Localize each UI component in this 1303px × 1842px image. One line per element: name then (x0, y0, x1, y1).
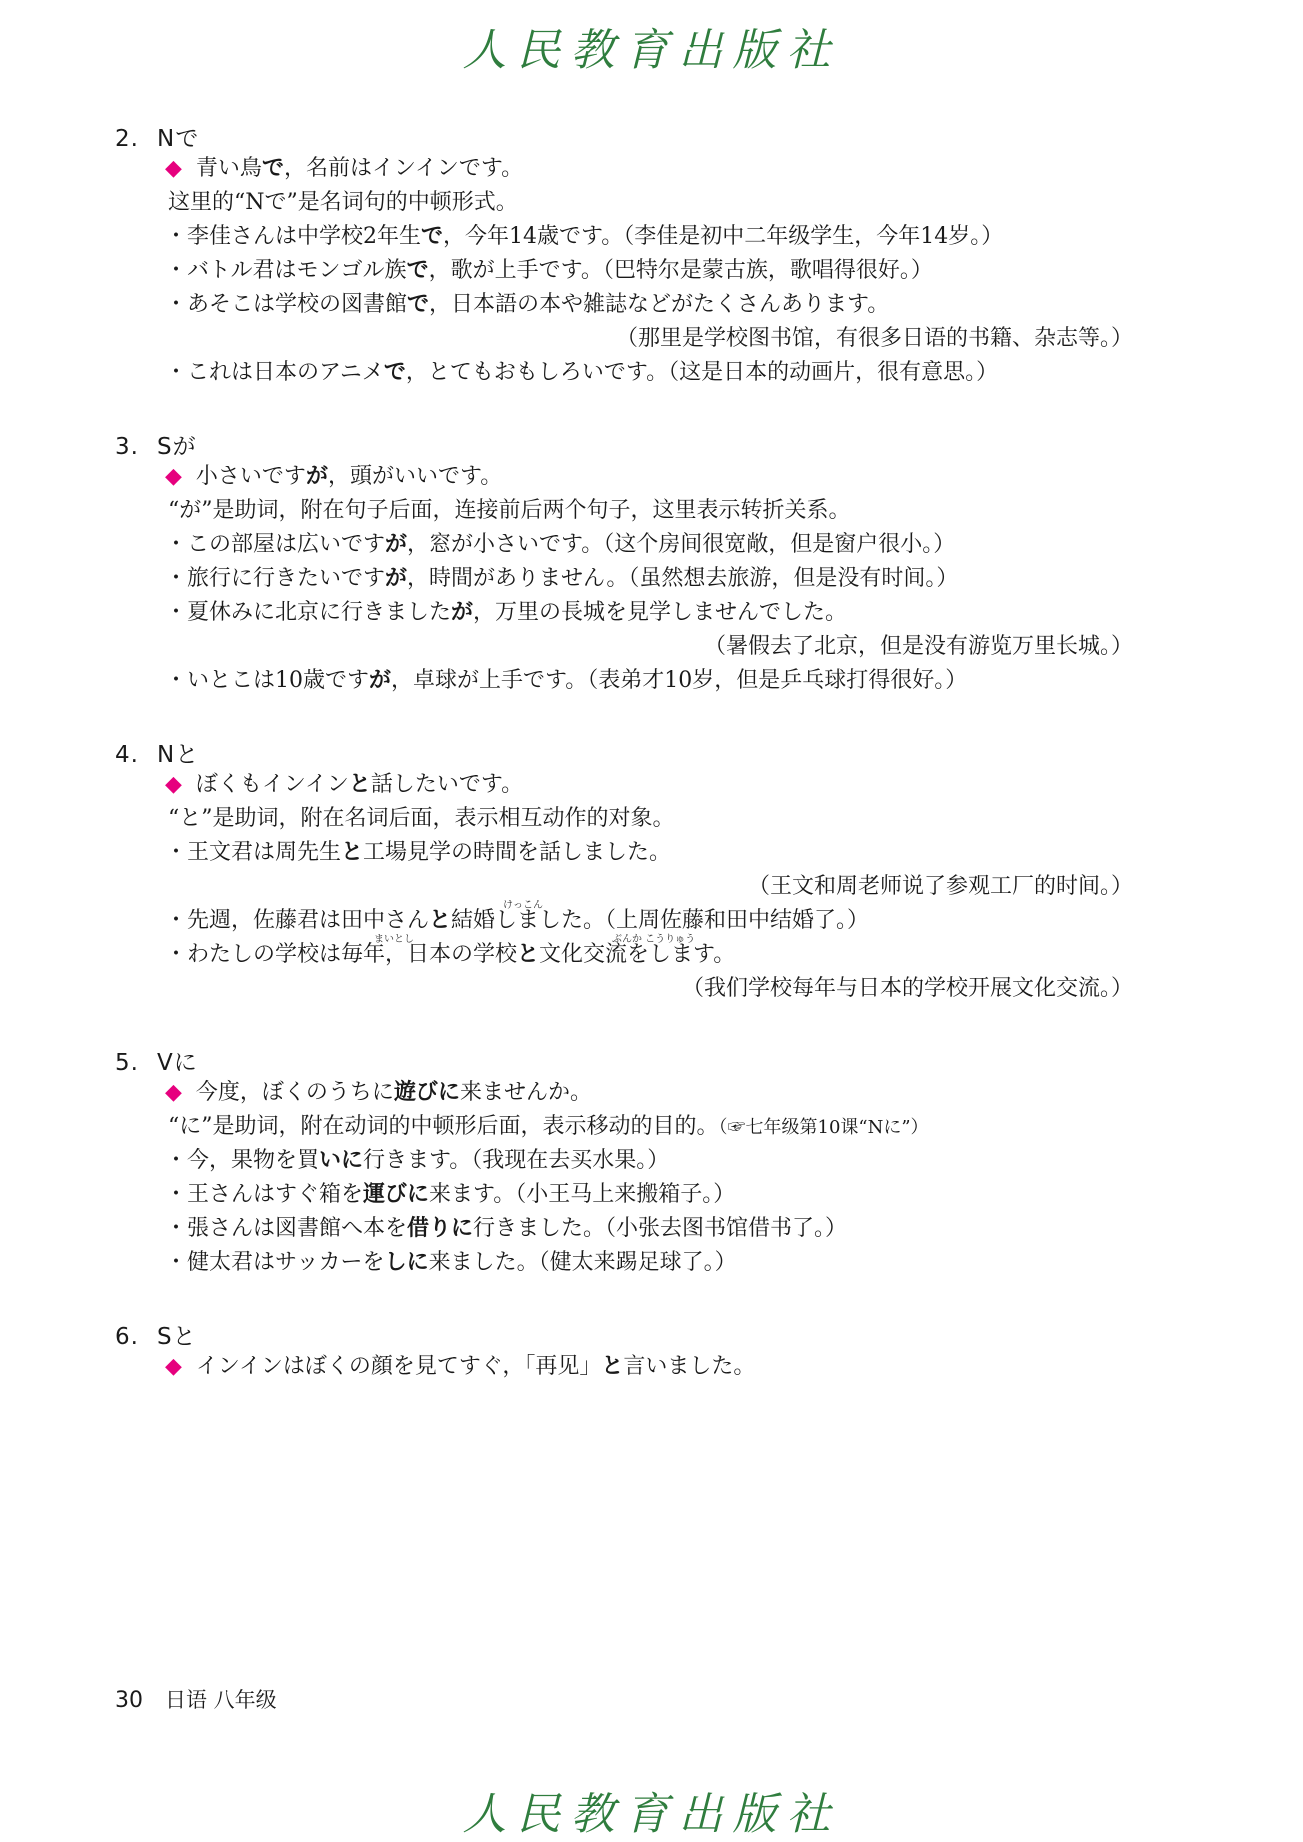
page-footer (115, 1684, 277, 1714)
ruby-furigana: まいとし (374, 934, 414, 945)
translation: （那里是学校图书馆，有很多日语的书籍、杂志等。） (615, 326, 1133, 351)
section-heading-4: 4. Nと (115, 742, 200, 768)
diamond-bullet-icon: ◆ (165, 464, 182, 489)
diamond-bullet-icon: ◆ (165, 156, 182, 181)
example-item: ・張さんは図書館へ本を借りに行きました。（小张去图书馆借书了。） (165, 1216, 848, 1241)
example-sentence: ◆ 青い鳥で，名前はインインです。 (165, 154, 523, 184)
page-number: 30 (115, 1688, 143, 1713)
example-item: ・今，果物を買いに行きます。（我现在去买水果。） (165, 1148, 670, 1173)
explanation: “に”是助词，附在动词的中顿形后面，表示移动的目的。（☞七年级第10课“Nに”） (168, 1114, 929, 1139)
example-item: ・王文君は周先生と工場見学の時間を話しました。 (165, 840, 672, 865)
example-item: ・李佳さんは中学校2年生で，今年14歳です。（李佳是初中二年级学生，今年14岁。） (165, 224, 1004, 249)
example-item: ・先週，佐藤君は田中さんと結婚しました。（上周佐藤和田中结婚了。） (165, 908, 870, 933)
publisher-logo-top: 人民教育出版社 (462, 25, 841, 76)
example-sentence: ◆ インインはぼくの顔を見てすぐ，「再见」と言いました。 (165, 1352, 755, 1382)
section-heading-3: 3. Sが (115, 434, 197, 460)
book-title: 日语 八年级 (165, 1688, 277, 1712)
section-heading-2: 2. Nで (115, 126, 200, 152)
diamond-bullet-icon: ◆ (165, 1354, 182, 1379)
explanation: “と”是助词，附在名词后面，表示相互动作的对象。 (168, 806, 675, 831)
translation: （暑假去了北京，但是没有游览万里长城。） (703, 634, 1133, 659)
example-item: ・夏休みに北京に行きましたが，万里の長城を見学しませんでした。 (165, 600, 848, 625)
explanation: 这里的“Nで”是名词句的中顿形式。 (168, 190, 518, 215)
example-item: ・バトル君はモンゴル族で，歌が上手です。（巴特尔是蒙古族，歌唱得很好。） (165, 258, 933, 283)
explanation: “が”是助词，附在句子后面，连接前后两个句子，这里表示转折关系。 (168, 498, 851, 523)
example-sentence: ◆ ぼくもインインと話したいです。 (165, 770, 523, 800)
diamond-bullet-icon: ◆ (165, 772, 182, 797)
example-item: ・この部屋は広いですが，窓が小さいです。（这个房间很宽敞，但是窗户很小。） (165, 532, 956, 557)
example-item: ・王さんはすぐ箱を運びに来ます。（小王马上来搬箱子。） (165, 1182, 736, 1207)
translation: （我们学校每年与日本的学校开展文化交流。） (681, 976, 1133, 1001)
publisher-logo-bottom: 人民教育出版社 (462, 1789, 841, 1840)
example-sentence: ◆ 小さいですが，頭がいいです。 (165, 462, 502, 492)
section-heading-5: 5. Vに (115, 1050, 198, 1076)
example-item: ・旅行に行きたいですが，時間がありません。（虽然想去旅游，但是没有时间。） (165, 566, 959, 591)
ruby-furigana: けっこん (503, 900, 543, 911)
example-item: ・いとこは10歳ですが，卓球が上手です。（表弟才10岁，但是乒乓球打得很好。） (165, 668, 968, 693)
diamond-bullet-icon: ◆ (165, 1080, 182, 1105)
example-item: ・わたしの学校は毎年，日本の学校と文化交流をします。 (165, 942, 736, 967)
example-item: ・これは日本のアニメで，とてもおもしろいです。（这是日本的动画片，很有意思。） (165, 360, 999, 385)
section-heading-6: 6. Sと (115, 1324, 197, 1350)
translation: （王文和周老师说了参观工厂的时间。） (747, 874, 1133, 899)
example-item: ・あそこは学校の図書館で，日本語の本や雑誌などがたくさんあります。 (165, 292, 890, 317)
ruby-furigana: ぶんか こうりゅう (612, 934, 696, 945)
example-item: ・健太君はサッカーをしに来ました。（健太来踢足球了。） (165, 1250, 737, 1275)
example-sentence: ◆ 今度，ぼくのうちに遊びに来ませんか。 (165, 1078, 592, 1108)
cross-reference-note: （☞七年级第10课“Nに”） (718, 1117, 929, 1138)
